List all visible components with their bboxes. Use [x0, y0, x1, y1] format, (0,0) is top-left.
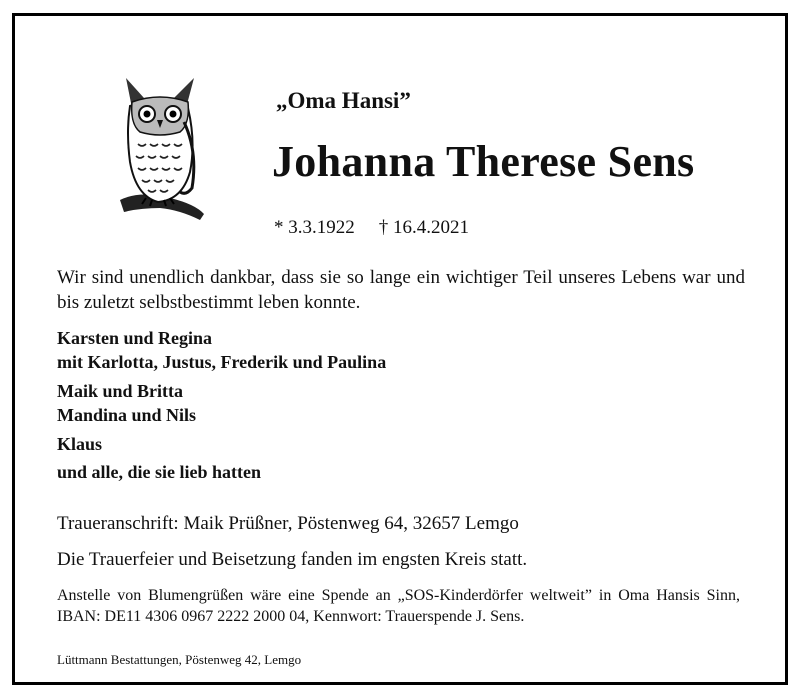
intro-text: Wir sind unendlich dankbar, dass sie so lange ein wichtiger Teil unseres Lebens war und bis zuletzt selbstbestimmt leben konnte.	[57, 267, 745, 313]
birth-date: * 3.3.1922	[274, 217, 355, 238]
owl-illustration-icon	[100, 72, 210, 222]
deceased-name: Johanna Therese Sens	[272, 137, 695, 186]
family-line: Klaus	[57, 434, 103, 454]
mourning-address: Traueranschrift: Maik Prüßner, Pöstenweg 64, 32657 Lemgo	[57, 513, 519, 534]
life-dates	[274, 217, 469, 239]
family-line: mit Karlotta, Justus, Frederik und Paulina	[57, 352, 387, 372]
family-line: Maik und Britta	[57, 381, 184, 401]
family-line: Mandina und Nils	[57, 405, 197, 425]
family-line: und alle, die sie lieb hatten	[57, 462, 262, 482]
nickname: „Oma Hansi”	[276, 88, 411, 113]
undertaker-info: Lüttmann Bestattungen, Pöstenweg 42, Lemgo	[57, 652, 302, 667]
death-date: † 16.4.2021	[378, 217, 469, 238]
family-line: Karsten und Regina	[57, 328, 213, 348]
ceremony-note: Die Trauerfeier und Beisetzung fanden im engsten Kreis statt.	[57, 549, 528, 570]
donation-note: Anstelle von Blumengrüßen wäre eine Spende an „SOS-Kinderdörfer weltweit” in Oma Hansis Sinn, IBAN: DE11 4306 0967 2222 2000 04, Kennwort: Trauerspende J. Sens.	[57, 587, 740, 625]
